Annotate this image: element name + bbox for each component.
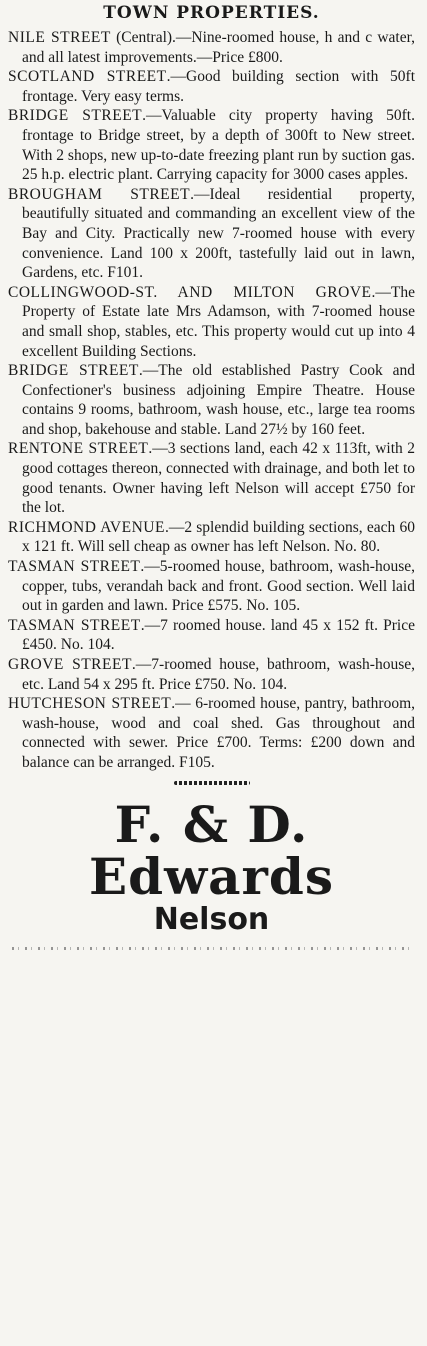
- listing: [8, 106, 415, 184]
- listing-name: HUTCHESON STREET: [8, 695, 172, 713]
- advertiser-name: F. & D. Edwards: [89, 794, 334, 906]
- listing-name: RICHMOND AVENUE: [8, 518, 165, 536]
- listing: [8, 67, 415, 106]
- listing-name: BRIDGE STREET: [8, 362, 139, 380]
- heading: TOWN PROPERTIES.: [103, 3, 320, 23]
- listing-text: .—The old established Pastry Cook and Confectioner's business adjoining Empire Theatre. House contains 9 rooms, bathroom, wash house, etc., large tea rooms and shop, bakehouse and stable. Land 27½ by 160 feet.: [22, 362, 415, 438]
- listing: [8, 694, 415, 772]
- listing: [8, 28, 415, 67]
- listing-text: .—Ideal residential property, beautifully situated and commanding an excellent view of the Bay and City. Practically new 7-roomed house with every convenience. Land 100 x 200ft, tastefully laid out in lawn, Gardens, etc. F101.: [22, 185, 415, 282]
- listing-name: NILE STREET: [8, 29, 111, 46]
- listing-text: .—7-roomed house, bathroom, wash-house, etc. Land 54 x 295 ft. Price £750. No. 104.: [22, 656, 415, 693]
- listing-name: BRIDGE STREET: [8, 107, 143, 125]
- print-smudge: [12, 947, 412, 950]
- listing: [8, 655, 415, 694]
- listing-name: TASMAN STREET: [8, 616, 141, 634]
- listing: [8, 185, 415, 283]
- listing-name: SCOTLAND STREET: [8, 68, 167, 86]
- ornamental-rule: [174, 781, 250, 785]
- listing: [8, 518, 415, 557]
- listing: [8, 616, 415, 655]
- listing-text: .—5-roomed house, bathroom, wash-house, copper, tubs, verandah back and front. Good section. Well laid out in garden and lawn. Price £575. No. 105.: [22, 558, 415, 615]
- listing-text: .—Good building section with 50ft frontage. Very easy terms.: [22, 68, 416, 105]
- listing-name: RENTONE STREET: [8, 440, 149, 458]
- listings: [8, 28, 415, 773]
- listing-text: .— 6-roomed house, pantry, bathroom, wash-house, wood and coal shed. Gas throughout and connected with sewer. Price £700. Terms: £200 down and balance can be arranged. F105.: [22, 695, 415, 771]
- listing-name: TASMAN STREET: [8, 558, 141, 576]
- listing-text: .—The Property of Estate late Mrs Adamson, with 7-roomed house and small shop, stables, etc. This property would cut up into 4 excellent Building Sections.: [22, 283, 415, 360]
- listing: [8, 439, 415, 517]
- listing-text: .—Valuable city property having 50ft. frontage to Bridge street, by a depth of 300ft to New street. With 2 shops, new up-to-date freezing plant run by suction gas. 25 h.p. electric plant. Carrying capacity for 3000 cases apples.: [22, 107, 415, 184]
- listing: [8, 361, 415, 439]
- listing-text: .—2 splendid building sections, each 60 x 121 ft. Will sell cheap as owner has left Nelson. No. 80.: [22, 518, 415, 556]
- listing-text: .—3 sections land, each 42 x 113ft, with 2 good cottages thereon, connected with drainage, and both let to good tenants. Owner having left Nelson will accept £750 for the lot.: [22, 440, 416, 517]
- listing-name: BROUGHAM STREET: [8, 185, 191, 203]
- listing-text: (Central).—Nine-roomed house, h and c water, and all latest improvements.—Price £800.: [22, 29, 416, 66]
- listing: [8, 557, 415, 616]
- listing-text: .—7 roomed house. land 45 x 152 ft. Price £450. No. 104.: [22, 616, 415, 654]
- listing-name: COLLINGWOOD-ST. AND MILTON GROVE: [8, 283, 372, 301]
- advertiser-town: Nelson: [153, 901, 270, 937]
- listing: [8, 283, 415, 361]
- listing-name: GROVE STREET: [8, 656, 132, 673]
